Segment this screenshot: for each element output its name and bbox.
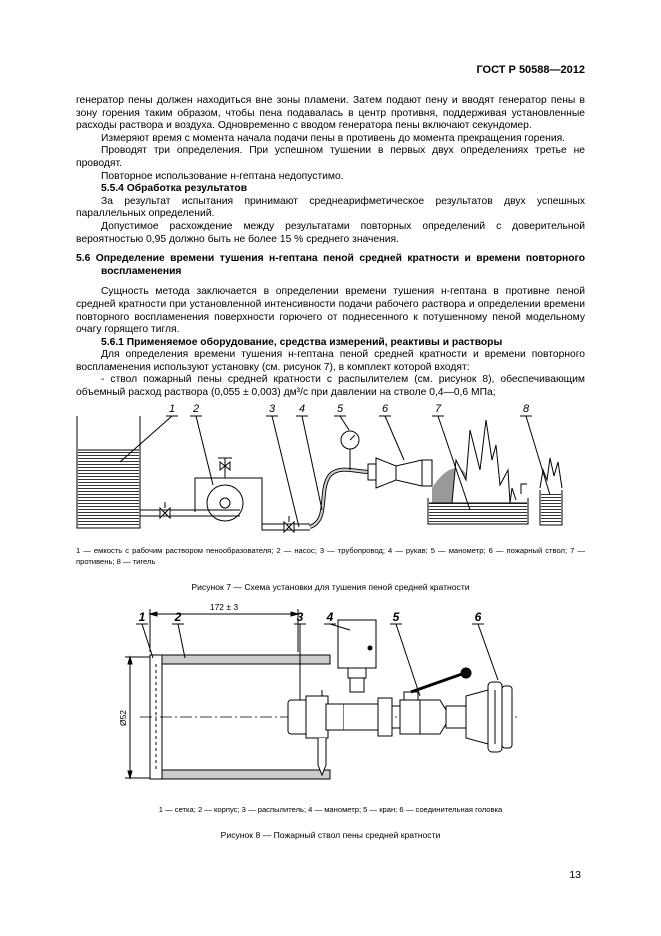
fig8-label: 2: [174, 610, 182, 624]
page-number: 13: [569, 869, 581, 881]
fig8-length-dimension: 172 ± 3: [209, 602, 239, 612]
paragraph: Измеряют время с момента начала подачи пены в противень до момента прекращения горения.: [101, 132, 566, 144]
figure-7-diagram: [0, 400, 661, 540]
fig8-label: 1: [138, 610, 146, 624]
fig7-label: 1: [168, 403, 176, 415]
paragraph: За результат испытания принимают среднеарифметическое результатов двух успешных параллельных определений.: [76, 195, 585, 220]
fig8-label: 3: [296, 610, 304, 624]
fig8-label: 4: [326, 610, 334, 624]
paragraph: - ствол пожарный пены средней кратности с распылителем (см. рисунок 8), обеспечивающим объемный расход раствора (0,055 ± 0,003) дм³/с при давлении на стволе 0,4—0,6 МПа;: [76, 374, 585, 399]
figure-7-legend: 1 — емкость с рабочим раствором пенообразователя; 2 — насос; 3 — трубопровод; 4 — рукав; 5 — манометр; 6 — пожарный ствол; 7 — противень; 8 — тигель: [76, 546, 585, 566]
figure-8-title: Рисунок 8 — Пожарный ствол пены средней кратности: [220, 830, 441, 840]
paragraph: Для определения времени тушения н-гептана пеной средней кратности и времени повторного воспламенения используют установку (см. рисунок 7), в комплект которой входят:: [76, 349, 585, 373]
fig7-label: 4: [298, 403, 306, 415]
body-text: [76, 95, 585, 400]
section-heading-5-6-1: 5.6.1 Применяемое оборудование, средства измерений, реактивы и растворы: [101, 336, 503, 348]
paragraph: Сущность метода заключается в определении времени тушения н-гептана в противне пеной средней кратности при установленной интенсивности подачи рабочего раствора и определении времени повторного воспламенения поверхности горючего от поднесенного к потушенному пеной модельному очагу горящего тигля.: [76, 286, 585, 336]
section-heading-5-6: 5.6 Определение времени тушения н-гептана пеной средней кратности и времени повторного воспламенения: [76, 253, 585, 277]
figure-8-diagram: [0, 600, 661, 800]
fig7-label: 5: [336, 403, 344, 415]
fig8-label: 5: [392, 610, 400, 624]
figure-8-legend: 1 — сетка; 2 — корпус; 3 — распылитель; 4 — манометр; 5 — кран; 6 — соединительная головка: [158, 805, 503, 814]
document-header: ГОСТ Р 50588—2012: [476, 64, 585, 76]
figure-7-title: Рисунок 7 — Схема установки для тушения пеной средней кратности: [191, 582, 470, 592]
fig8-label: 6: [474, 610, 482, 624]
fig8-diameter-dimension: Ø52: [118, 709, 128, 727]
paragraph: Повторное использование н-гептана недопустимо.: [101, 170, 344, 182]
paragraph: генератор пены должен находиться вне зоны пламени. Затем подают пену и вводят генератор пены в зону горения таким образом, чтобы пена подавалась в центр противня, поддерживая установленные расходы раствора и воздуха. Одновременно с вводом генератора пены включают секундомер.: [76, 95, 585, 132]
paragraph: Проводят три определения. При успешном тушении в первых двух определениях третье не проводят.: [76, 145, 585, 169]
paragraph: Допустимое расхождение между результатами повторных определений с доверительной вероятностью 0,95 должно быть не более 15 % среднего значения.: [76, 220, 585, 245]
fig7-label: 3: [268, 403, 276, 415]
fig7-label: 6: [381, 403, 389, 415]
fig7-label: 7: [434, 403, 442, 415]
fig7-label: 8: [522, 403, 530, 415]
fig7-label: 2: [192, 403, 200, 415]
section-heading-5-5-4: 5.5.4 Обработка результатов: [101, 183, 248, 195]
